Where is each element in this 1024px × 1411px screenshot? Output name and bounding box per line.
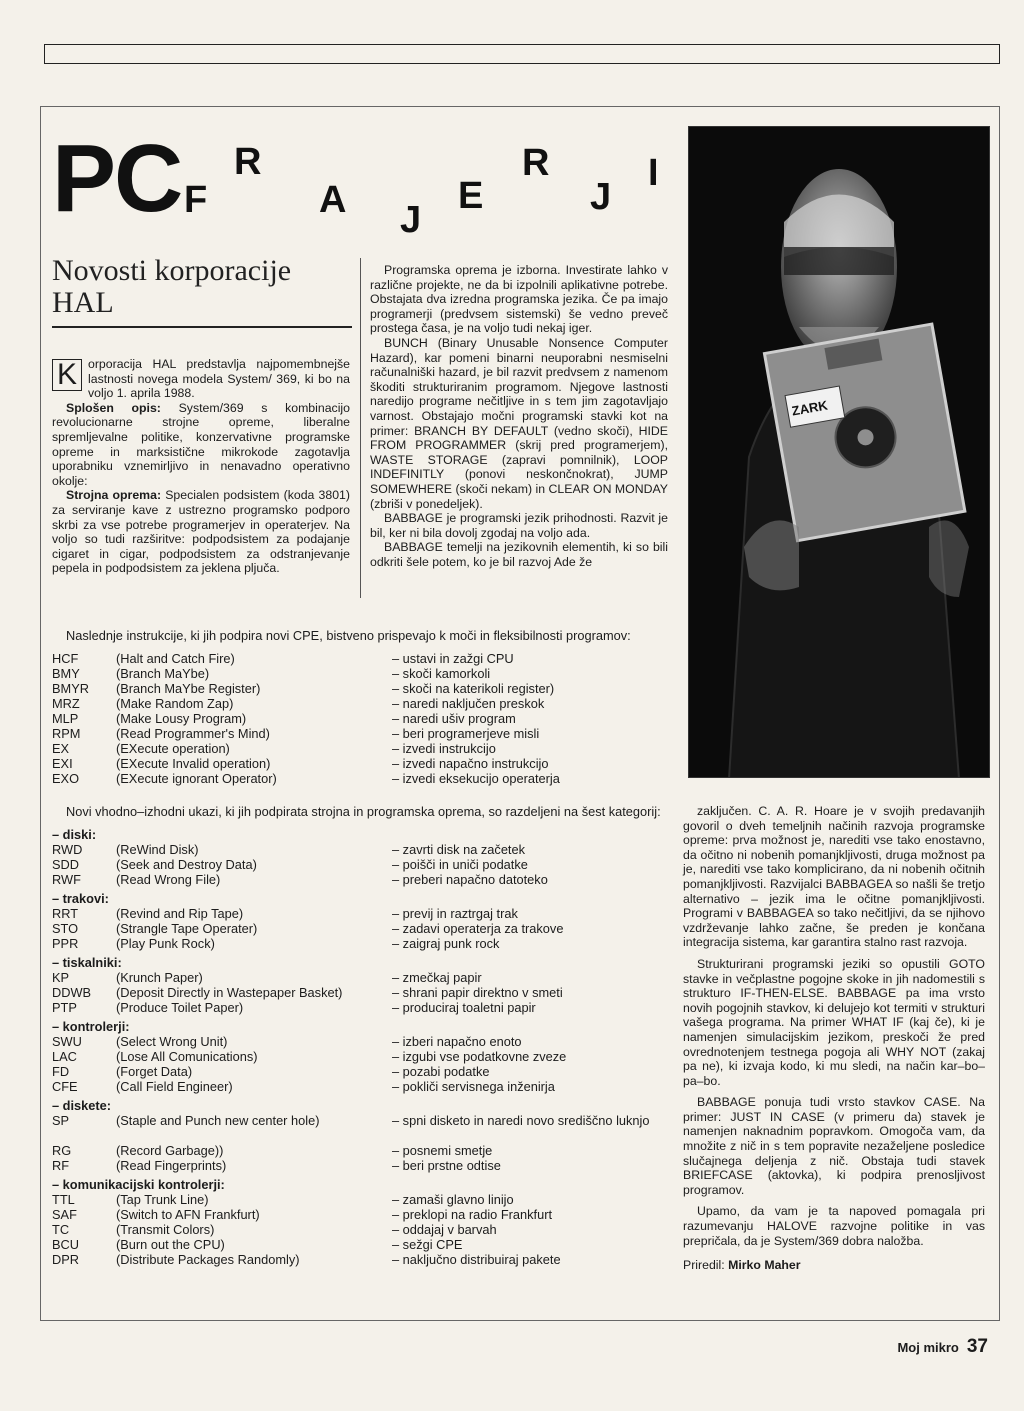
category-label: – tiskalniki: (52, 955, 122, 970)
instruction-meaning: – izvedi eksekucijo operaterja (392, 771, 560, 786)
instruction-code: RF (52, 1158, 70, 1173)
io-category-list (52, 827, 672, 1267)
instruction-meaning: – pokliči servisnega inženirja (392, 1079, 555, 1094)
instruction-meaning: – naključno distribuiraj pakete (392, 1252, 561, 1267)
photo-illustration (689, 127, 990, 778)
instruction-name: (Read Wrong File) (116, 872, 221, 887)
instruction-name: (Staple and Punch new center hole) (116, 1113, 320, 1128)
instruction-code: RPM (52, 726, 81, 741)
instruction-meaning: – izvedi napačno instrukcijo (392, 756, 549, 771)
instruction-code: EX (52, 741, 70, 756)
instruction-meaning: – skoči na katerikoli register) (392, 681, 555, 696)
instruction-code: LAC (52, 1049, 77, 1064)
instruction-name: (EXecute ignorant Operator) (116, 771, 277, 786)
instruction-meaning: – pozabi podatke (392, 1064, 490, 1079)
instruction-meaning: – sežgi CPE (392, 1237, 463, 1252)
cpe-intro: Naslednje instrukcije, ki jih podpira novi CPE, bistveno prispevajo k moči in fleksibilnosti programov: (66, 628, 631, 643)
instruction-code: BMYR (52, 681, 89, 696)
instruction-meaning: – zaigraj punk rock (392, 936, 500, 951)
instruction-meaning: – izberi napačno enoto (392, 1034, 522, 1049)
instruction-name: (Play Punk Rock) (116, 936, 215, 951)
io-section (52, 804, 672, 1267)
instruction-name: (Branch MaYbe) (116, 666, 210, 681)
instruction-code: CFE (52, 1079, 78, 1094)
category-label: – diski: (52, 827, 97, 842)
instruction-name: (Forget Data) (116, 1064, 193, 1079)
instruction-code: TTL (52, 1192, 75, 1207)
right-bottom-paragraph: Upamo, da vam je ta napoved pomagala pri razumevanju HALOVE razvojne politike in vas prepričala, da je System/369 dobra naložba. (683, 1204, 985, 1248)
instruction-row (52, 1034, 672, 1049)
instruction-name: (Call Field Engineer) (116, 1079, 233, 1094)
instruction-row (52, 1143, 672, 1158)
instruction-row (52, 756, 672, 771)
instruction-meaning: – previj in raztrgaj trak (392, 906, 518, 921)
instruction-name: (Select Wrong Unit) (116, 1034, 228, 1049)
instruction-section (52, 628, 672, 1271)
credit-line (683, 1258, 985, 1273)
io-category (52, 1177, 672, 1267)
instruction-code: RG (52, 1143, 72, 1158)
title-letter: C (114, 125, 184, 232)
instruction-code: BMY (52, 666, 80, 681)
bottom-rule (40, 1320, 1000, 1321)
instruction-name: (Switch to AFN Frankfurt) (116, 1207, 260, 1222)
instruction-row (52, 651, 672, 666)
instruction-code: DPR (52, 1252, 80, 1267)
category-label: – komunikacijski kontrolerji: (52, 1177, 225, 1192)
io-category (52, 955, 672, 1015)
instruction-meaning: – shrani papir direktno v smeti (392, 985, 563, 1000)
instruction-code: KP (52, 970, 70, 985)
instruction-row (52, 1064, 672, 1079)
right-paragraph: Programska oprema je izborna. Investirate lahko v različne projekte, ne da bi izpolnili aplikativne potrebe. Obstajata dva izredna programska jezika. Če pa imajo programerji (predvsem sistemski) še vedno preveč prostega časa, je na voljo tudi nekaj iger. (370, 263, 668, 336)
instruction-code: MRZ (52, 696, 80, 711)
instruction-row (52, 1049, 672, 1064)
io-category (52, 891, 672, 951)
instruction-meaning: – skoči kamorkoli (392, 666, 491, 681)
category-label: – diskete: (52, 1098, 112, 1113)
title-pcfrajerji (0, 0, 700, 250)
instruction-name: (EXecute operation) (116, 741, 230, 756)
instruction-row (52, 1252, 672, 1267)
hardware-label: Strojna oprema: (66, 488, 162, 503)
instruction-row (52, 726, 672, 741)
instruction-meaning: – izgubi vse podatkovne zveze (392, 1049, 567, 1064)
dropcap: K (52, 359, 82, 391)
instruction-row (52, 1079, 672, 1094)
instruction-name: (Burn out the CPU) (116, 1237, 225, 1252)
page-footer (897, 1336, 988, 1358)
instruction-meaning: – zavrti disk na začetek (392, 842, 526, 857)
title-letter: F (184, 179, 208, 221)
instruction-name: (Record Garbage)) (116, 1143, 224, 1158)
heading-rule (52, 326, 352, 328)
io-category (52, 1019, 672, 1094)
right-paragraph: BABBAGE je programski jezik prihodnosti. Razvit je bil, ker ni bila dovolj zgodaj na voljo ada. (370, 511, 668, 540)
instruction-name: (Strangle Tape Operater) (116, 921, 258, 936)
instruction-row (52, 970, 672, 985)
instruction-row (52, 681, 672, 696)
instruction-name: (Halt and Catch Fire) (116, 651, 235, 666)
instruction-meaning: – beri prstne odtise (392, 1158, 501, 1173)
intro-text: orporacija HAL predstavlja najpomembnejše lastnosti novega modela System/ 369, ki bo na voljo 1. aprila 1988. (88, 357, 350, 401)
instruction-name: (Produce Toilet Paper) (116, 1000, 244, 1015)
instruction-code: SAF (52, 1207, 77, 1222)
instruction-code: HCF (52, 651, 79, 666)
instruction-name: (Read Programmer's Mind) (116, 726, 270, 741)
instruction-row (52, 771, 672, 786)
article-heading: Novosti korporacije HAL (52, 254, 292, 319)
instruction-row (52, 1192, 672, 1207)
credit-label: Priredil: (683, 1258, 725, 1273)
instruction-code: FD (52, 1064, 70, 1079)
instruction-meaning: – zmečkaj papir (392, 970, 482, 985)
instruction-meaning: – naredi ušiv program (392, 711, 516, 726)
instruction-code: PTP (52, 1000, 77, 1015)
instruction-meaning: – ustavi in zažgi CPU (392, 651, 514, 666)
instruction-code: SP (52, 1113, 70, 1128)
category-label: – kontrolerji: (52, 1019, 130, 1034)
instruction-row (52, 1222, 672, 1237)
instruction-name: (Seek and Destroy Data) (116, 857, 257, 872)
io-category (52, 1098, 672, 1173)
general-label: Splošen opis: (66, 400, 161, 415)
instruction-meaning: – poišči in uniči podatke (392, 857, 528, 872)
instruction-code: SWU (52, 1034, 82, 1049)
instruction-code: EXI (52, 756, 73, 771)
instruction-name: (Make Lousy Program) (116, 711, 247, 726)
instruction-row (52, 1000, 672, 1015)
column-separator (360, 258, 361, 598)
hardware-text: Specialen podsistem (koda 3801) za serviranje kave z ustrezno programsko podporo skrbi za vse potrebe programerjev in operaterjev. Na voljo so tudi razširitve: podpodsistem za podajanje cigaret in cigar, podpodsistem za odstranjevanje pepela in podpodsistem za jeklena pljuča. (52, 488, 350, 576)
instruction-row (52, 857, 672, 872)
instruction-row (52, 906, 672, 921)
publication-name: Moj mikro (897, 1340, 959, 1355)
instruction-meaning: – izvedi instrukcijo (392, 741, 496, 756)
instruction-meaning: – preklopi na radio Frankfurt (392, 1207, 553, 1222)
instruction-meaning: – oddajaj v barvah (392, 1222, 497, 1237)
title-letter: J (400, 199, 422, 241)
instruction-meaning: – produciraj toaletni papir (392, 1000, 536, 1015)
instruction-code: STO (52, 921, 79, 936)
instruction-code: SDD (52, 857, 80, 872)
right-bottom-paragraph: Strukturirani programski jeziki so opustili GOTO stavke in večplastne pogojne skoke in jih nadomestili s strukturo IF-THEN-ELSE. BABBAGE pa ima vrsto novih pogojnih stavkov, ki delujejo kot termiti v strukturi vašega programa. Na primer WHAT IF (kaj če), ki je namenjen simulacijskim jezikom, preskoči že pred ovrednotenjem testnega pogoja ali WHY NOT (zakaj pa ne), ki izvaja kodo, ki mu sledi, na način kar–bo–pa–bo. (683, 956, 985, 1088)
right-column-top (370, 263, 668, 569)
instruction-row (52, 696, 672, 711)
instruction-meaning: – zamaši glavno linijo (392, 1192, 514, 1207)
instruction-row (52, 1158, 672, 1173)
right-bottom-paragraph: BABBAGE ponuja tudi vrsto stavkov CASE. Na primer: JUST IN CASE (v primeru da) stavek je namenjen naknadnim popravkom. Omogoča vam, da množite z nič in s tem popravite nezaželjene posledice slučajnega deljenja z nič. Obstaja tudi stavek BRIEFCASE (aktovka), ki podpira prenosljivost programov. (683, 1095, 985, 1197)
instruction-code: PPR (52, 936, 79, 951)
instruction-row (52, 872, 672, 887)
instruction-meaning: – posnemi smetje (392, 1143, 493, 1158)
instruction-name: (Deposit Directly in Wastepaper Basket) (116, 985, 343, 1000)
right-paragraph: BUNCH (Binary Unusable Nonsence Computer Hazard), kar pomeni binarni neuporabni nesmiselni računalniški hazard, je bil razvit predvsem z namenom škoditi strukturiranim programom. Njegove lastnosti naredijo programe nečitljive in s tem jim zagotavljajo varnost. Obstajajo močni programski stavki kot na primer: BRANCH BY DEFAULT (vedno skoči), HIDE FROM PROGRAMMER (skrij pred programerjem), WASTE STORAGE (zapravi pomnilnik), LOOP INDEFINITLY (ponovi neskončnokrat), JUMP SOMEWHERE (skoči nekam) in CLEAR ON MONDAY (zbriši v ponedeljek). (370, 335, 668, 511)
instruction-row (52, 842, 672, 857)
instruction-code: TC (52, 1222, 70, 1237)
title-letter: I (648, 152, 659, 194)
instruction-row (52, 921, 672, 936)
instruction-code: RRT (52, 906, 79, 921)
right-column-bottom (683, 804, 985, 1280)
instruction-name: (EXecute Invalid operation) (116, 756, 271, 771)
title-letter: R (522, 142, 550, 184)
photo-disk-label: ZARK (790, 397, 829, 419)
instruction-name: (Revind and Rip Tape) (116, 906, 244, 921)
io-category (52, 827, 672, 887)
instruction-name: (Branch MaYbe Register) (116, 681, 261, 696)
page-number: 37 (966, 1336, 988, 1357)
cpe-instruction-list (52, 651, 672, 786)
instruction-meaning: – preberi napačno datoteko (392, 872, 548, 887)
right-paragraph: BABBAGE temelji na jezikovnih elementih, ki so bili odkriti šele potem, ko je bil razvoj Ade že (370, 540, 668, 569)
instruction-row (52, 666, 672, 681)
instruction-row (52, 1113, 672, 1143)
instruction-code: BCU (52, 1237, 80, 1252)
instruction-row (52, 936, 672, 951)
title-letter: A (319, 179, 347, 221)
instruction-name: (Transmit Colors) (116, 1222, 215, 1237)
instruction-code: MLP (52, 711, 79, 726)
title-letter: R (234, 141, 262, 183)
instruction-meaning: – spni disketo in naredi novo središčno luknjo (392, 1113, 650, 1128)
title-letter: J (590, 176, 612, 218)
intro-column (52, 357, 350, 576)
instruction-name: (Read Fingerprints) (116, 1158, 227, 1173)
instruction-code: RWD (52, 842, 83, 857)
instruction-meaning: – beri programerjeve misli (392, 726, 540, 741)
io-intro: Novi vhodno–izhodni ukazi, ki jih podpirata strojna in programska oprema, so razdeljeni na šest kategorij: (66, 804, 661, 819)
instruction-code: EXO (52, 771, 80, 786)
title-letter: P (52, 125, 117, 232)
instruction-name: (Tap Trunk Line) (116, 1192, 209, 1207)
general-text: System/369 s kombinacijo revolucionarne strojne opreme, liberalne spremljevalne politike, konzervativne programske opreme in marksistične mikrokode zagotavlja uporabniku vznemirljivo in nenavadno operativno okolje: (52, 400, 351, 488)
instruction-name: (ReWind Disk) (116, 842, 199, 857)
instruction-name: (Lose All Comunications) (116, 1049, 258, 1064)
right-bottom-paragraph: zaključen. C. A. R. Hoare je v svojih predavanjih govoril o dveh temeljnih načinih razvoja programske opreme: prva možnost je, narediti vse tako enostavno, da očitno ni nobenih pomanjkljivosti, druga možnost pa je, narediti vse tako komplicirano, da ni nobenih očitnih pomanjkljivosti. Razvijalci BABBAGEA so našli še tretjo alternativo – jezik ima le očitne pomanjkljivosti. Programi v BABBAGEA so tako nečitljivi, da se njihovo vzdrževanje lahko začne, še preden je končana integracija sistema, kar garantira stalno rast razvoja. (683, 804, 985, 950)
instruction-name: (Distribute Packages Randomly) (116, 1252, 300, 1267)
instruction-code: RWF (52, 872, 81, 887)
instruction-name: (Krunch Paper) (116, 970, 203, 985)
category-label: – trakovi: (52, 891, 109, 906)
credit-name: Mirko Maher (728, 1258, 801, 1273)
instruction-row (52, 741, 672, 756)
title-letter: E (458, 175, 484, 217)
instruction-name: (Make Random Zap) (116, 696, 234, 711)
photo-man-with-disk (688, 126, 990, 778)
instruction-meaning: – naredi naključen preskok (392, 696, 545, 711)
instruction-meaning: – zadavi operaterja za trakove (392, 921, 564, 936)
instruction-row (52, 1237, 672, 1252)
instruction-row (52, 711, 672, 726)
instruction-row (52, 1207, 672, 1222)
instruction-code: DDWB (52, 985, 92, 1000)
instruction-row (52, 985, 672, 1000)
